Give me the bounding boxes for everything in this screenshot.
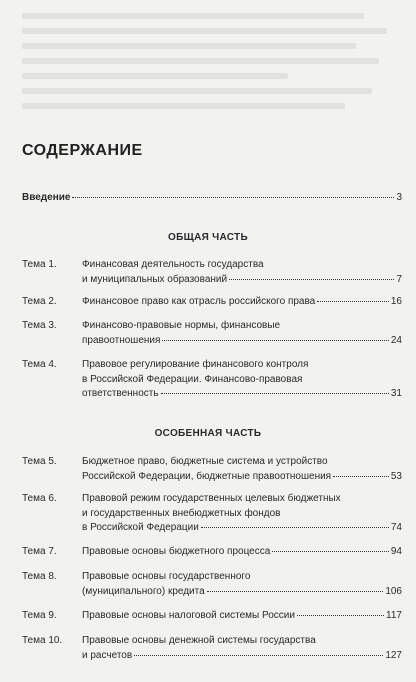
topic-title-last-line (82, 585, 402, 600)
topic-title-last-line (82, 295, 402, 310)
topic-title-line: Правовое регулирование финансового контроля (82, 359, 309, 370)
topic-title-last-line (82, 545, 402, 560)
topic-title-text: Российской Федерации, бюджетные правоотношения (82, 470, 332, 482)
topic-label: Тема 2. (22, 296, 57, 307)
dot-leader (72, 197, 394, 198)
contents-title: СОДЕРЖАНИЕ (22, 142, 143, 159)
intro-label: Введение (22, 192, 71, 203)
topic-title (82, 634, 402, 663)
bleed-through-text (22, 4, 402, 124)
dot-leader (229, 279, 394, 280)
topic-title-line: Финансово-правовые нормы, финансовые (82, 320, 281, 331)
toc-entry (22, 492, 402, 536)
topic-title-last-line (82, 273, 402, 288)
topic-label: Тема 4. (22, 359, 57, 370)
toc-entry (22, 609, 402, 624)
topic-title-text: правоотношения (82, 334, 161, 346)
topic-label: Тема 1. (22, 259, 57, 270)
page-number: 74 (390, 522, 402, 533)
topic-title-text: и расчетов (82, 649, 133, 661)
topic-title-line: Правовые основы денежной системы государства (82, 635, 316, 646)
topic-title-line: Финансовая деятельность государства (82, 259, 264, 270)
topic-title-line: и государственных внебюджетных фондов (82, 507, 281, 519)
topic-title (82, 258, 402, 287)
toc-entry (22, 634, 402, 663)
dot-leader (201, 527, 389, 528)
toc-entry (22, 319, 402, 348)
intro-page-number: 3 (396, 192, 402, 203)
topic-label: Тема 6. (22, 493, 57, 504)
toc-entry (22, 570, 402, 599)
page-number: 7 (396, 273, 402, 285)
topic-title-text: Правовые основы бюджетного процесса (82, 546, 271, 557)
topic-title-line: Правовые основы государственного (82, 571, 251, 582)
dot-leader (317, 301, 389, 302)
topic-title-last-line (82, 387, 402, 402)
topic-title-text: ответственность (82, 388, 159, 399)
topic-title (82, 492, 402, 536)
dot-leader (272, 551, 389, 552)
dot-leader (207, 591, 384, 592)
page-number: 16 (390, 296, 402, 307)
dot-leader (297, 615, 384, 616)
topic-label: Тема 10. (22, 635, 63, 646)
page-number: 53 (390, 470, 402, 482)
topic-title (82, 609, 402, 624)
toc-entry (22, 258, 402, 287)
dot-leader (333, 476, 389, 477)
toc-entry (22, 295, 402, 310)
topic-title-text: (муниципального) кредита (82, 585, 205, 597)
section-heading: ОСОБЕННАЯ ЧАСТЬ (154, 428, 262, 439)
dot-leader (134, 655, 383, 656)
page-number: 94 (390, 546, 402, 557)
topic-label: Тема 7. (22, 546, 57, 557)
page-number: 31 (390, 388, 402, 399)
topic-title-text: Финансовое право как отрасль российского права (82, 296, 316, 307)
page-number: 106 (385, 585, 402, 597)
topic-title-text: Правовые основы налоговой системы России (82, 610, 295, 621)
topic-label: Тема 5. (22, 456, 57, 467)
topic-title-last-line (82, 609, 402, 624)
topic-title (82, 455, 402, 484)
topic-title (82, 358, 402, 402)
section-heading: ОБЩАЯ ЧАСТЬ (168, 232, 248, 243)
topic-title (82, 545, 402, 560)
topic-title-last-line (82, 334, 402, 349)
topic-label: Тема 9. (22, 610, 57, 621)
topic-title-line: Бюджетное право, бюджетные система и устройство (82, 456, 328, 467)
page-number: 127 (385, 649, 402, 661)
topic-title-text: и муниципальных образований (82, 273, 228, 285)
topic-title-last-line (82, 470, 402, 485)
topic-title-text: в Российской Федерации (82, 522, 199, 533)
page-number: 24 (390, 334, 402, 346)
dot-leader (162, 340, 388, 341)
topic-title (82, 295, 402, 310)
toc-entry (22, 358, 402, 402)
topic-title-line: в Российской Федерации. Финансово-правовая (82, 373, 303, 385)
topic-label: Тема 8. (22, 571, 57, 582)
toc-entry (22, 545, 402, 560)
page-number: 117 (386, 610, 402, 621)
topic-title (82, 570, 402, 599)
topic-title-last-line (82, 521, 402, 536)
topic-title-last-line (82, 649, 402, 664)
topic-title (82, 319, 402, 348)
dot-leader (161, 393, 389, 394)
topic-title-line: Правовой режим государственных целевых бюджетных (82, 493, 341, 504)
toc-entry (22, 455, 402, 484)
toc-intro-entry (22, 192, 402, 203)
topic-label: Тема 3. (22, 320, 57, 331)
